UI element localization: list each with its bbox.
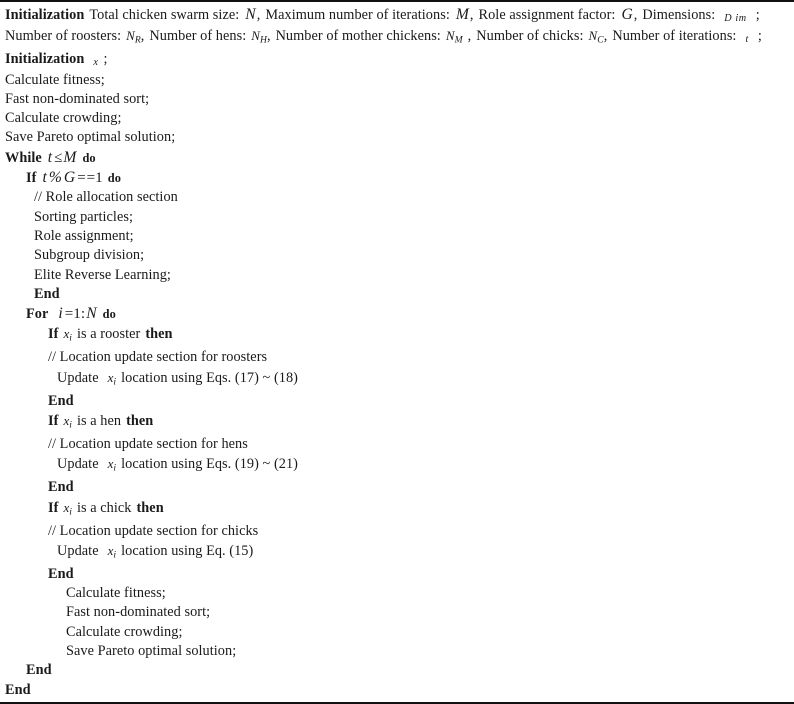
keyword-while: While (5, 149, 42, 166)
text-number-of-hens: Number of hens: (149, 28, 247, 45)
keyword-do-for: do (102, 307, 116, 322)
line-end-chick (0, 565, 794, 584)
math-sub-i-rooster: i (69, 333, 72, 345)
keyword-do-while: do (82, 150, 96, 165)
math-sub-M: M (454, 34, 463, 46)
line-if-hen-header (0, 411, 794, 435)
line-update-rooster-location (0, 368, 794, 392)
math-var-x: x (93, 57, 99, 69)
line-initialization-x (0, 50, 794, 70)
text-number-of-mother-chickens: Number of mother chickens: (275, 28, 441, 45)
math-op-mod: % (48, 169, 62, 187)
math-num-one: 1 (95, 169, 103, 187)
math-sub-i-hen: i (69, 419, 72, 431)
keyword-end-rooster: End (48, 392, 74, 409)
text-update-hen: Update (57, 456, 99, 473)
line-end-rooster (0, 392, 794, 411)
line-fast-nondominated-sort-1: Fast non-dominated sort; (5, 90, 150, 107)
math-var-N-roosters: N (126, 28, 135, 44)
line-end-hen (0, 478, 794, 497)
line-calculate-crowding-1: Calculate crowding; (5, 110, 122, 127)
math-var-M-while: M (63, 148, 77, 166)
line-if-role-allocation-header (0, 168, 794, 188)
keyword-initialization: Initialization (5, 7, 85, 23)
math-var-G: G (621, 6, 633, 23)
text-update-chick: Update (57, 542, 99, 559)
line-if-rooster-header (0, 324, 794, 348)
text-total-swarm-size: Total chicken swarm size: (89, 7, 240, 23)
line-save-pareto-1: Save Pareto optimal solution; (5, 129, 176, 146)
line-if-chick-header (0, 498, 794, 522)
keyword-if-chick: If (48, 499, 59, 516)
line-subgroup-division: Subgroup division; (34, 247, 145, 264)
line-calculate-fitness-1: Calculate fitness; (5, 71, 105, 88)
line-comment-chick-update: // Location update section for chicks (48, 522, 259, 539)
text-dimensions: Dimensions: (642, 7, 716, 23)
line-comment-hen-update: // Location update section for hens (48, 435, 248, 452)
punct-semicolon-3: ; (103, 51, 108, 68)
math-var-N: N (245, 6, 256, 23)
math-var-N-hens: N (251, 28, 260, 44)
keyword-then-chick: then (136, 499, 164, 516)
line-role-assignment: Role assignment; (34, 227, 134, 244)
math-var-Dim: D im (724, 13, 747, 24)
keyword-if-hen: If (48, 413, 59, 429)
text-is-a-chick: is a chick (76, 499, 132, 516)
keyword-then-rooster: then (145, 326, 173, 343)
text-number-of-chicks: Number of chicks: (476, 28, 584, 45)
math-var-N-mothers: N (445, 28, 455, 44)
punct-comma-1: , (256, 7, 261, 23)
text-role-assignment-factor: Role assignment factor: (478, 7, 616, 23)
math-op-equals-2: = (86, 170, 95, 187)
text-is-a-hen: is a hen (76, 413, 122, 429)
text-is-a-rooster: is a rooster (76, 326, 141, 343)
punct-semicolon-2: ; (757, 28, 762, 45)
math-var-i: i (58, 305, 63, 323)
math-var-M: M (455, 6, 469, 23)
text-number-of-roosters: Number of roosters: (5, 28, 122, 45)
line-end-role-allocation (0, 285, 794, 304)
line-fast-nondominated-sort-2: Fast non-dominated sort; (66, 604, 211, 621)
text-number-of-iterations: Number of iterations: (612, 28, 737, 45)
line-for-loop-header (0, 304, 794, 324)
line-elite-reverse-learning: Elite Reverse Learning; (34, 266, 171, 283)
text-max-iterations: Maximum number of iterations: (265, 7, 450, 23)
punct-comma-7: , (603, 28, 608, 45)
line-calculate-fitness-2: Calculate fitness; (66, 585, 166, 602)
keyword-end-while: End (5, 681, 31, 698)
line-calculate-crowding-2: Calculate crowding; (66, 623, 183, 640)
line-comment-rooster-update: // Location update section for roosters (48, 349, 268, 366)
text-rooster-eqs: location using Eqs. (17) ~ (18) (121, 369, 298, 386)
math-op-equals-for: = (64, 306, 73, 323)
math-sub-i-rooster-update: i (113, 376, 117, 388)
math-var-x-chick: x (63, 499, 70, 515)
math-var-x-rooster-update: x (107, 369, 114, 385)
math-var-x-hen-update: x (107, 456, 114, 472)
keyword-if-role: If (26, 170, 37, 187)
math-var-x-rooster: x (63, 326, 70, 342)
line-initialization-params-1 (0, 5, 794, 26)
text-chick-eq: location using Eq. (15) (121, 542, 254, 559)
line-end-for (0, 661, 794, 680)
math-var-t-iterations: t (745, 34, 749, 46)
keyword-for: For (26, 306, 49, 323)
keyword-end-for: End (26, 662, 52, 679)
punct-comma-3: , (633, 7, 638, 23)
math-var-x-chick-update: x (107, 542, 114, 558)
punct-semicolon-1: ; (755, 7, 760, 23)
math-sub-i-hen-update: i (113, 462, 117, 474)
line-initialization-params-2 (0, 26, 794, 50)
line-update-hen-location (0, 454, 794, 478)
math-op-colon: : (80, 305, 86, 323)
math-sub-R: R (134, 34, 141, 46)
punct-comma-2: , (469, 7, 474, 23)
math-sub-i-chick: i (69, 506, 72, 518)
math-var-x-hen: x (63, 413, 70, 428)
math-var-N-chicks: N (588, 28, 598, 44)
punct-comma-6: , (467, 28, 472, 45)
text-hen-eqs: location using Eqs. (19) ~ (21) (121, 456, 298, 473)
keyword-then-hen: then (126, 413, 154, 429)
math-var-t-while: t (47, 148, 53, 166)
math-sub-H: H (259, 34, 267, 46)
math-sub-i-chick-update: i (113, 549, 117, 561)
math-var-N-for: N (86, 305, 97, 323)
math-sub-C: C (597, 34, 604, 46)
keyword-end-chick: End (48, 565, 74, 582)
keyword-do-if: do (107, 171, 121, 186)
math-var-G-mod: G (63, 169, 76, 187)
math-op-leq: ≤ (54, 149, 62, 166)
math-var-t-mod: t (42, 169, 47, 187)
punct-comma-5: , (266, 28, 271, 45)
line-while-loop-header (0, 148, 794, 168)
line-sorting-particles: Sorting particles; (34, 208, 133, 225)
line-save-pareto-2: Save Pareto optimal solution; (66, 643, 237, 660)
line-end-while (0, 681, 794, 700)
line-comment-role-allocation: // Role allocation section (34, 189, 178, 206)
punct-comma-4: , (140, 28, 145, 45)
math-num-one-for: 1 (73, 305, 81, 323)
keyword-if-rooster: If (48, 326, 59, 343)
text-update-rooster: Update (57, 369, 99, 386)
keyword-end-role: End (34, 285, 60, 302)
math-op-equals-1: = (77, 170, 85, 187)
keyword-end-hen: End (48, 479, 74, 496)
line-update-chick-location (0, 541, 794, 565)
keyword-initialization-2: Initialization (5, 51, 85, 68)
